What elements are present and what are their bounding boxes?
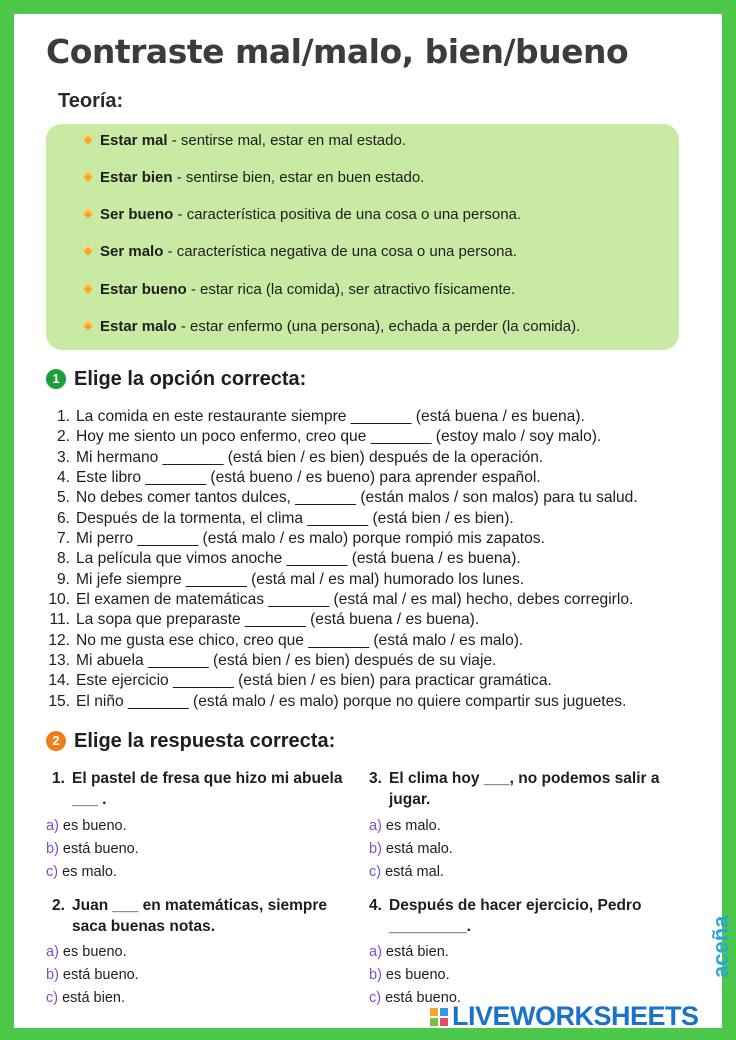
theory-item: Estar bien - sentirse bien, estar en buen estado.: [84, 169, 424, 186]
option-2a[interactable]: a) es bueno.: [46, 944, 127, 960]
worksheet-page: [14, 14, 722, 1028]
theory-item: Ser malo - característica negativa de una cosa o una persona.: [84, 243, 517, 260]
list-item: 10. El examen de matemáticas _______ (está mal / es mal) hecho, debes corregirlo.: [48, 590, 634, 608]
publisher-logo: aceña: [708, 915, 733, 978]
option-3c[interactable]: c) está mal.: [369, 864, 444, 880]
number-circle-icon: 1: [46, 369, 66, 389]
theory-item: Estar bueno - estar rica (la comida), ser atractivo físicamente.: [84, 281, 515, 298]
diamond-bullet-icon: [82, 282, 93, 293]
option-4a[interactable]: a) está bien.: [369, 944, 449, 960]
list-item: 12. No me gusta ese chico, creo que _______ (está malo / es malo).: [48, 631, 524, 649]
list-item: 6. Después de la tormenta, el clima _______ (está bien / es bien).: [56, 509, 514, 527]
list-item: 1. La comida en este restaurante siempre _______ (está buena / es buena).: [56, 408, 585, 425]
theory-item: Ser bueno - característica positiva de una cosa o una persona.: [84, 206, 521, 223]
section2-heading: 2 Elige la respuesta correcta:: [46, 730, 335, 753]
question-2: 2. Juan ___ en matemáticas, siempre saca buenas notas.: [52, 897, 328, 935]
option-1b[interactable]: b) está bueno.: [46, 841, 139, 857]
diamond-bullet-icon: [82, 133, 93, 144]
list-item: 7. Mi perro _______ (está malo / es malo) porque rompió mis zapatos.: [56, 529, 545, 547]
list-item: 13. Mi abuela _______ (está bien / es bien) después de su viaje.: [48, 651, 497, 669]
option-3b[interactable]: b) está malo.: [369, 841, 453, 857]
option-1c[interactable]: c) es malo.: [46, 864, 117, 880]
option-3a[interactable]: a) es malo.: [369, 818, 441, 834]
theory-item: Estar mal - sentirse mal, estar en mal estado.: [84, 132, 406, 149]
list-item: 14. Este ejercicio _______ (está bien / es bien) para practicar gramática.: [48, 672, 552, 690]
liveworksheets-grid-icon: [430, 1008, 448, 1026]
list-item: 9. Mi jefe siempre _______ (está mal / es mal) humorado los lunes.: [56, 570, 525, 588]
diamond-bullet-icon: [82, 319, 93, 330]
option-4b[interactable]: b) es bueno.: [369, 967, 450, 983]
option-4c[interactable]: c) está bueno.: [369, 990, 461, 1006]
list-item: 8. La película que vimos anoche _______ (está buena / es buena).: [56, 550, 521, 568]
question-1: 1. El pastel de fresa que hizo mi abuela ___ .: [52, 770, 343, 808]
option-2c[interactable]: c) está bien.: [46, 990, 126, 1006]
theory-heading: Teoría:: [58, 90, 124, 112]
section1-heading: 1 Elige la opción correcta:: [46, 368, 306, 391]
list-item: 11. La sopa que preparaste _______ (está buena / es buena).: [49, 611, 480, 629]
question-3: 3. El clima hoy ___, no podemos salir a jugar.: [369, 770, 660, 808]
option-1a[interactable]: a) es bueno.: [46, 818, 127, 834]
option-2b[interactable]: b) está bueno.: [46, 967, 139, 983]
list-item: 5. No debes comer tantos dulces, _______ (están malos / son malos) para tu salud.: [56, 489, 638, 507]
diamond-bullet-icon: [82, 207, 93, 218]
list-item: 3. Mi hermano _______ (está bien / es bien) después de la operación.: [56, 448, 544, 466]
question-4: 4. Después de hacer ejercicio, Pedro _________.: [369, 897, 642, 935]
theory-box: [46, 124, 679, 350]
diamond-bullet-icon: [82, 244, 93, 255]
theory-item: Estar malo - estar enfermo (una persona), echada a perder (la comida).: [84, 318, 580, 335]
diamond-bullet-icon: [82, 170, 93, 181]
number-circle-icon: 2: [46, 731, 66, 751]
list-item: 15. El niño _______ (está malo / es malo) porque no quiere compartir sus juguetes.: [48, 692, 627, 710]
page-title: Contraste mal/malo, bien/bueno: [46, 32, 629, 71]
list-item: 4. Este libro _______ (está bueno / es bueno) para aprender español.: [56, 468, 541, 486]
list-item: 2. Hoy me siento un poco enfermo, creo que _______ (estoy malo / soy malo).: [56, 428, 602, 446]
section1-list: [38, 408, 718, 713]
liveworksheets-text: LIVEWORKSHEETS: [452, 1001, 699, 1031]
liveworksheets-logo[interactable]: [430, 1001, 699, 1032]
